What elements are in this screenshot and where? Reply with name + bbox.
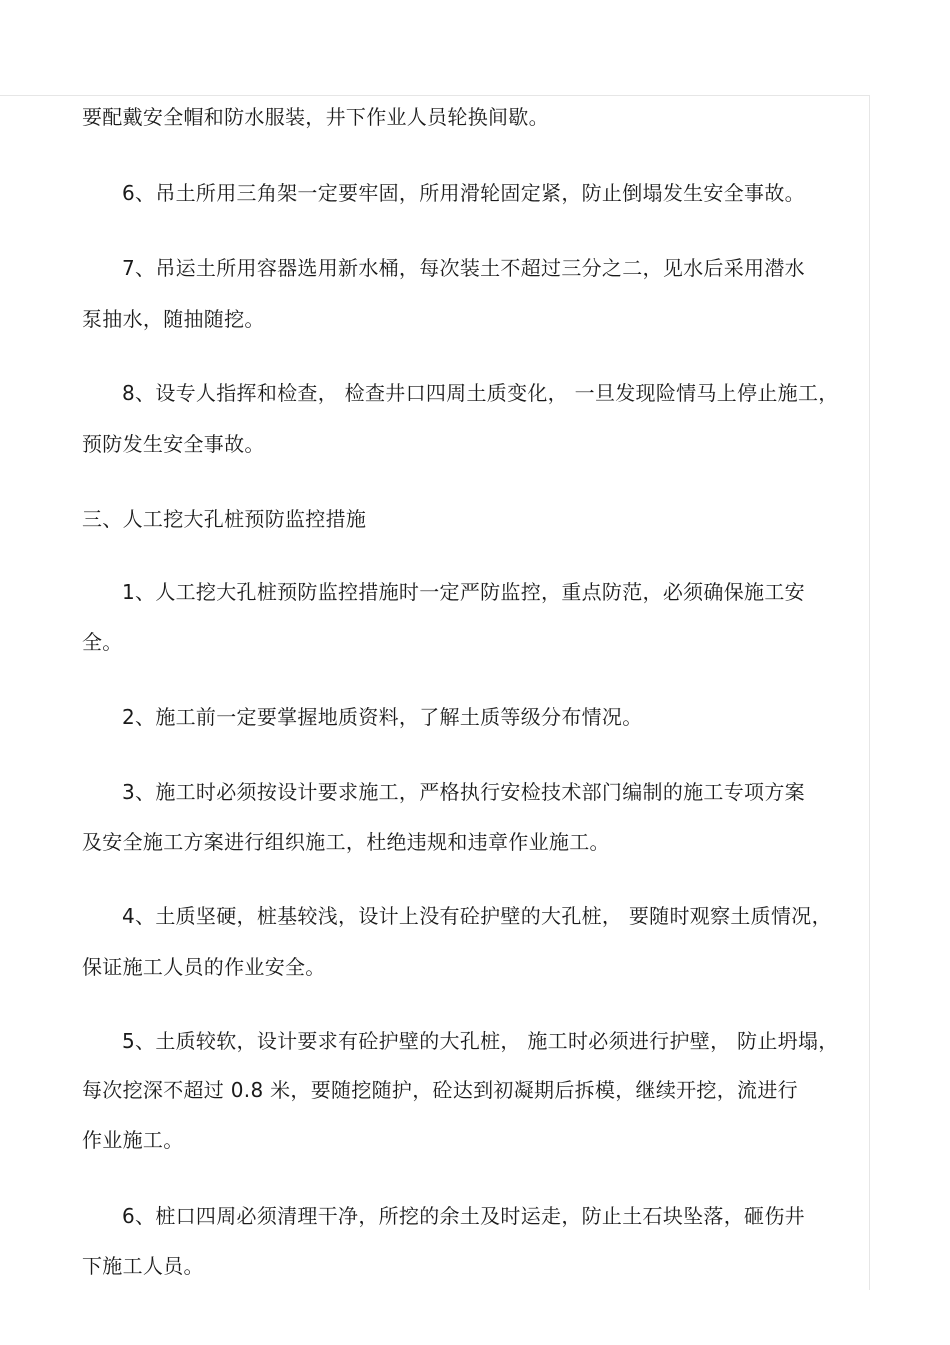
paragraph-2-line-0: 7、吊运土所用容器选用新水桶，每次装土不超过三分之二，见水后采用潜水 — [122, 256, 805, 280]
paragraph-2-line-1: 泵抽水，随抽随挖。 — [82, 307, 265, 331]
paragraph-7-line-1: 及安全施工方案进行组织施工，杜绝违规和违章作业施工。 — [82, 830, 610, 854]
paragraph-7-line-0: 3、施工时必须按设计要求施工，严格执行安检技术部门编制的施工专项方案 — [122, 780, 805, 804]
paragraph-9-line-1: 每次挖深不超过 0.8 米，要随挖随护，砼达到初凝期后拆模，继续开挖，流进行 — [82, 1078, 798, 1102]
paragraph-8-line-0: 4、土质坚硬，桩基较浅，设计上没有砼护壁的大孔桩， 要随时观察土质情况， — [122, 904, 832, 928]
page-border-top — [0, 95, 870, 96]
paragraph-10-line-0: 6、桩口四周必须清理干净，所挖的余土及时运走，防止土石块坠落，砸伤井 — [122, 1204, 805, 1228]
paragraph-9-line-0: 5、土质较软，设计要求有砼护壁的大孔桩， 施工时必须进行护壁， 防止坍塌， — [122, 1029, 839, 1053]
paragraph-1-line-0: 6、吊土所用三角架一定要牢固，所用滑轮固定紧，防止倒塌发生安全事故。 — [122, 181, 805, 205]
paragraph-3-line-0: 8、设专人指挥和检查， 检查井口四周土质变化， 一旦发现险情马上停止施工， — [122, 381, 839, 405]
paragraph-5-line-0: 1、人工挖大孔桩预防监控措施时一定严防监控，重点防范，必须确保施工安 — [122, 580, 805, 604]
paragraph-10-line-1: 下施工人员。 — [82, 1254, 204, 1278]
paragraph-8-line-1: 保证施工人员的作业安全。 — [82, 955, 326, 979]
paragraph-9-line-2: 作业施工。 — [82, 1128, 184, 1152]
paragraph-6-line-0: 2、施工前一定要掌握地质资料，了解土质等级分布情况。 — [122, 705, 643, 729]
section-heading: 三、人工挖大孔桩预防监控措施 — [82, 507, 367, 531]
page-border-right — [869, 95, 870, 1290]
paragraph-3-line-1: 预防发生安全事故。 — [82, 432, 265, 456]
paragraph-5-line-1: 全。 — [82, 630, 123, 654]
paragraph-0-line-0: 要配戴安全帽和防水服装，井下作业人员轮换间歇。 — [82, 105, 549, 129]
